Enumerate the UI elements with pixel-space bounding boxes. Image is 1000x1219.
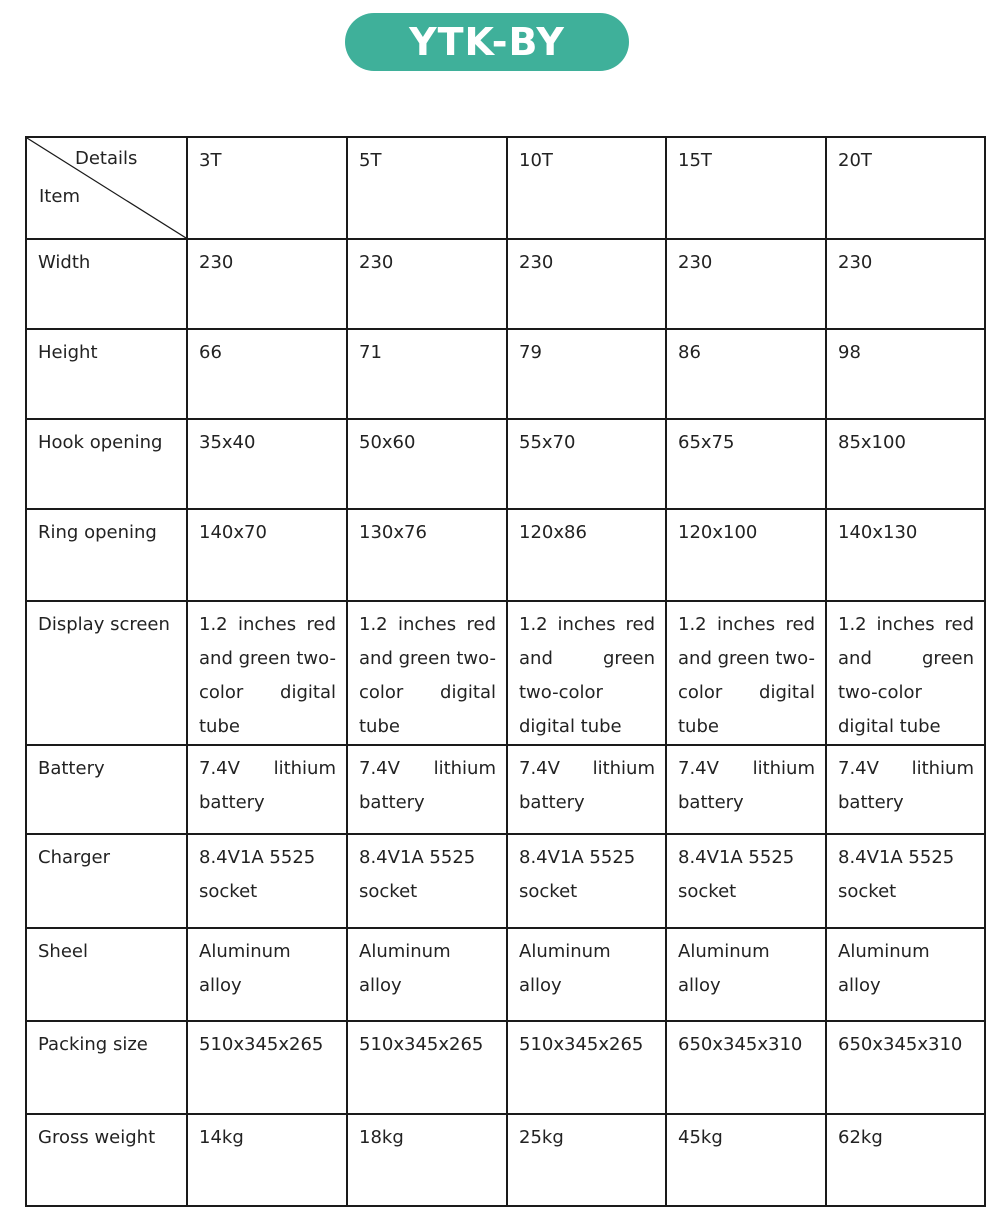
row-charger bbox=[26, 834, 985, 928]
cell-sheel-5t bbox=[347, 928, 507, 1021]
cell-charger-15t-text: 8.4V1A 5525 socket bbox=[678, 847, 795, 902]
cell-battery-20t-text: 7.4V lithium battery bbox=[838, 758, 974, 813]
cell-battery-15t-text: 7.4V lithium battery bbox=[678, 758, 815, 813]
cell-hook-opening-3t: 35x40 bbox=[187, 419, 347, 509]
cell-charger-20t-text: 8.4V1A 5525 socket bbox=[838, 847, 955, 902]
cell-ring-opening-15t: 120x100 bbox=[666, 509, 826, 601]
corner-header-cell bbox=[26, 137, 187, 239]
cell-ring-opening-5t: 130x76 bbox=[347, 509, 507, 601]
header-row bbox=[26, 137, 985, 239]
cell-display-screen-20t bbox=[826, 601, 985, 745]
cell-sheel-15t bbox=[666, 928, 826, 1021]
row-ring-opening bbox=[26, 509, 985, 601]
spec-table bbox=[25, 136, 986, 1207]
row-label-charger: Charger bbox=[26, 834, 187, 928]
corner-item-label: Item bbox=[39, 186, 80, 207]
cell-sheel-15t-text: Aluminum alloy bbox=[678, 941, 770, 996]
cell-charger-10t bbox=[507, 834, 666, 928]
cell-packing-size-15t: 650x345x310 bbox=[666, 1021, 826, 1114]
cell-charger-3t bbox=[187, 834, 347, 928]
cell-charger-15t bbox=[666, 834, 826, 928]
cell-sheel-3t-text: Aluminum alloy bbox=[199, 941, 291, 996]
cell-battery-20t bbox=[826, 745, 985, 834]
row-label-ring-opening: Ring opening bbox=[26, 509, 187, 601]
row-height bbox=[26, 329, 985, 419]
cell-hook-opening-20t: 85x100 bbox=[826, 419, 985, 509]
column-header-3t: 3T bbox=[187, 137, 347, 239]
cell-ring-opening-3t: 140x70 bbox=[187, 509, 347, 601]
cell-battery-3t-text: 7.4V lithium battery bbox=[199, 758, 336, 813]
cell-width-15t: 230 bbox=[666, 239, 826, 329]
cell-width-20t: 230 bbox=[826, 239, 985, 329]
cell-sheel-3t bbox=[187, 928, 347, 1021]
cell-charger-5t bbox=[347, 834, 507, 928]
cell-display-screen-20t-text: 1.2 inches red and green two-color digital tube bbox=[838, 614, 974, 737]
page-title: YTK-BY bbox=[409, 20, 565, 64]
column-header-20t: 20T bbox=[826, 137, 985, 239]
cell-sheel-10t bbox=[507, 928, 666, 1021]
cell-charger-20t bbox=[826, 834, 985, 928]
cell-packing-size-3t: 510x345x265 bbox=[187, 1021, 347, 1114]
cell-gross-weight-5t: 18kg bbox=[347, 1114, 507, 1206]
cell-display-screen-5t bbox=[347, 601, 507, 745]
cell-charger-3t-text: 8.4V1A 5525 socket bbox=[199, 847, 316, 902]
cell-battery-5t-text: 7.4V lithium battery bbox=[359, 758, 496, 813]
cell-height-15t: 86 bbox=[666, 329, 826, 419]
row-hook-opening bbox=[26, 419, 985, 509]
row-width bbox=[26, 239, 985, 329]
cell-height-10t: 79 bbox=[507, 329, 666, 419]
cell-width-10t: 230 bbox=[507, 239, 666, 329]
column-header-10t: 10T bbox=[507, 137, 666, 239]
cell-gross-weight-15t: 45kg bbox=[666, 1114, 826, 1206]
cell-hook-opening-15t: 65x75 bbox=[666, 419, 826, 509]
cell-display-screen-3t bbox=[187, 601, 347, 745]
cell-display-screen-10t-text: 1.2 inches red and green two-color digital tube bbox=[519, 614, 655, 737]
cell-gross-weight-3t: 14kg bbox=[187, 1114, 347, 1206]
column-header-15t: 15T bbox=[666, 137, 826, 239]
cell-sheel-20t bbox=[826, 928, 985, 1021]
cell-display-screen-10t bbox=[507, 601, 666, 745]
cell-packing-size-20t: 650x345x310 bbox=[826, 1021, 985, 1114]
row-label-display-screen: Display screen bbox=[26, 601, 187, 745]
cell-battery-15t bbox=[666, 745, 826, 834]
column-header-5t: 5T bbox=[347, 137, 507, 239]
cell-display-screen-15t bbox=[666, 601, 826, 745]
row-label-battery: Battery bbox=[26, 745, 187, 834]
corner-details-label: Details bbox=[75, 148, 138, 169]
cell-height-3t: 66 bbox=[187, 329, 347, 419]
cell-sheel-10t-text: Aluminum alloy bbox=[519, 941, 611, 996]
cell-width-5t: 230 bbox=[347, 239, 507, 329]
row-label-sheel: Sheel bbox=[26, 928, 187, 1021]
row-battery bbox=[26, 745, 985, 834]
cell-height-5t: 71 bbox=[347, 329, 507, 419]
row-label-packing-size: Packing size bbox=[26, 1021, 187, 1114]
row-label-width: Width bbox=[26, 239, 187, 329]
cell-sheel-5t-text: Aluminum alloy bbox=[359, 941, 451, 996]
row-packing-size bbox=[26, 1021, 985, 1114]
cell-width-3t: 230 bbox=[187, 239, 347, 329]
row-display-screen bbox=[26, 601, 985, 745]
cell-ring-opening-10t: 120x86 bbox=[507, 509, 666, 601]
row-label-height: Height bbox=[26, 329, 187, 419]
cell-height-20t: 98 bbox=[826, 329, 985, 419]
title-badge bbox=[345, 13, 629, 71]
cell-hook-opening-5t: 50x60 bbox=[347, 419, 507, 509]
cell-sheel-20t-text: Aluminum alloy bbox=[838, 941, 930, 996]
cell-battery-10t-text: 7.4V lithium battery bbox=[519, 758, 655, 813]
cell-battery-5t bbox=[347, 745, 507, 834]
cell-display-screen-5t-text: 1.2 inches red and green two-color digital tube bbox=[359, 614, 496, 737]
cell-gross-weight-10t: 25kg bbox=[507, 1114, 666, 1206]
cell-gross-weight-20t: 62kg bbox=[826, 1114, 985, 1206]
cell-display-screen-3t-text: 1.2 inches red and green two-color digital tube bbox=[199, 614, 336, 737]
row-sheel bbox=[26, 928, 985, 1021]
cell-battery-3t bbox=[187, 745, 347, 834]
cell-display-screen-15t-text: 1.2 inches red and green two-color digital tube bbox=[678, 614, 815, 737]
cell-packing-size-5t: 510x345x265 bbox=[347, 1021, 507, 1114]
row-gross-weight bbox=[26, 1114, 985, 1206]
row-label-hook-opening: Hook opening bbox=[26, 419, 187, 509]
cell-charger-10t-text: 8.4V1A 5525 socket bbox=[519, 847, 636, 902]
cell-packing-size-10t: 510x345x265 bbox=[507, 1021, 666, 1114]
row-label-gross-weight: Gross weight bbox=[26, 1114, 187, 1206]
cell-charger-5t-text: 8.4V1A 5525 socket bbox=[359, 847, 476, 902]
cell-hook-opening-10t: 55x70 bbox=[507, 419, 666, 509]
cell-ring-opening-20t: 140x130 bbox=[826, 509, 985, 601]
cell-battery-10t bbox=[507, 745, 666, 834]
